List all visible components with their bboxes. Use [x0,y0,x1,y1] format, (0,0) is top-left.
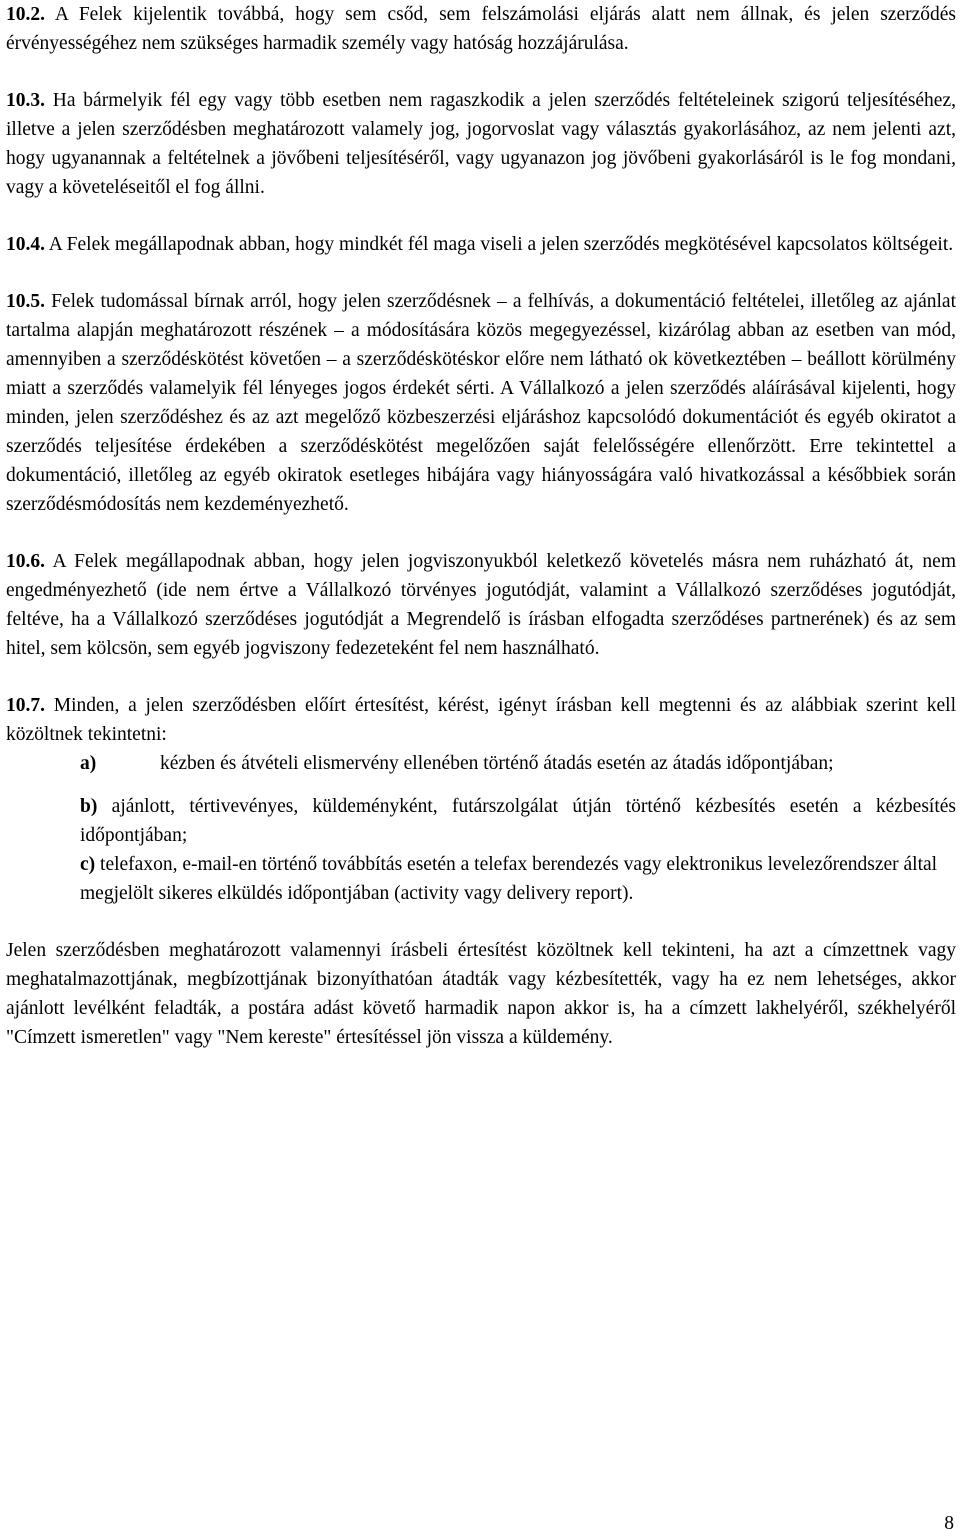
document-page [6,0,956,1052]
section-number: 10.7. [6,695,45,716]
section-10-6 [6,547,956,663]
section-text: A Felek kijelentik továbbá, hogy sem csőd, sem felszámolási eljárás alatt nem állnak, és jelen szerződés érvényességéhez nem szükséges harmadik személy vagy hatóság hozzájárulása. [6,4,956,54]
spacer [6,259,956,287]
section-number: 10.3. [6,90,45,111]
section-text: A Felek megállapodnak abban, hogy jelen jogviszonyukból keletkező követelés másra nem ruházható át, nem engedményezhető (ide nem értve a Vállalkozó törvényes jogutódját, valamint a Vállalkozó szerződéses jogutódját, feltéve, ha a Vállalkozó szerződéses jogutódját a Megrendelő is írásban elfogadta szerződéses partnerének) és az sem hitel, sem kölcsön, sem egyéb jogviszony fedezeteként fel nem használható. [6,551,956,659]
section-number: 10.4. [6,234,45,255]
section-text: Ha bármelyik fél egy vagy több esetben nem ragaszkodik a jelen szerződés feltételeinek szigorú teljesítéséhez, illetve a jelen szerződésben meghatározott valamely jog, jogorvoslat vagy választás gyakorlásához, az nem jelenti azt, hogy ugyanannak a feltételnek a jövőbeni teljesítéséről, vagy ugyanazon jog jövőbeni gyakorlásáról is le fog mondani, vagy a követeléseitől el fog állni. [6,90,956,198]
spacer [6,908,956,936]
section-10-7 [6,691,956,749]
section-10-4 [6,230,956,259]
section-10-5 [6,287,956,519]
list-item-label: a) [80,753,97,774]
list-item-c [80,850,956,908]
spacer [6,663,956,691]
list-item-label: c) [80,854,96,875]
list-item-a [80,749,956,778]
list-item-text: ajánlott, tértivevényes, küldeményként, futárszolgálat útján történő kézbesítés esetén a kézbesítés időpontjában; [80,796,956,846]
section-10-2 [6,0,956,58]
section-number: 10.6. [6,551,45,572]
section-text: Minden, a jelen szerződésben előírt értesítést, kérést, igényt írásban kell megtenni és az alábbiak szerint kell közöltnek tekintetni: [6,695,956,745]
spacer [6,202,956,230]
section-10-3 [6,86,956,202]
spacer [6,58,956,86]
spacer [6,519,956,547]
page-number: 8 [944,1513,954,1534]
list-item-text: telefaxon, e-mail-en történő továbbítás esetén a telefax berendezés vagy elektronikus levelezőrendszer által megjelölt sikeres elküldés időpontjában (activity vagy delivery report). [80,854,938,904]
section-number: 10.2. [6,4,45,25]
closing-paragraph: Jelen szerződésben meghatározott valamennyi írásbeli értesítést közöltnek kell tekinteni, ha azt a címzettnek vagy meghatalmazottjának, megbízottjának bizonyíthatóan átadták vagy kézbesítették, vagy ha ez nem lehetséges, akkor ajánlott levélként feladták, a postára adást követő harmadik napon akkor is, ha a címzett lakhelyéről, székhelyéről "Címzett ismeretlen" vagy "Nem kereste" értesítéssel jön vissza a küldemény. [6,940,956,1048]
section-number: 10.5. [6,291,45,312]
delivery-method-list [80,749,956,908]
spacer [80,778,956,792]
section-text: A Felek megállapodnak abban, hogy mindkét fél maga viseli a jelen szerződés megkötésével kapcsolatos költségeit. [45,234,954,255]
list-item-label: b) [80,796,98,817]
section-text: Felek tudomással bírnak arról, hogy jelen szerződésnek – a felhívás, a dokumentáció feltételei, illetőleg az ajánlat tartalma alapján meghatározott részének – a módosítására közös megegyezéssel, kizárólag abban az esetben van mód, amennyiben a szerződéskötést követően – a szerződéskötéskor előre nem látható ok következtében – beállott körülmény miatt a szerződés valamelyik fél lényeges jogos érdekét sérti. A Vállalkozó a jelen szerződés aláírásával kijelenti, hogy minden, jelen szerződéshez és az azt megelőző közbeszerzési eljáráshoz kapcsolódó dokumentációt és egyéb okiratot a szerződés teljesítése érdekében a szerződéskötést megelőzően saját felelősségére ellenőrzött. Erre tekintettel a dokumentáció, illetőleg az egyéb okiratok esetleges hibájára vagy hiányosságára való hivatkozással a későbbiek során szerződésmódosítás nem kezdeményezhető. [6,291,956,515]
list-item-text: kézben és átvételi elismervény ellenében történő átadás esetén az átadás időpontjában; [160,753,834,774]
list-item-b [80,792,956,850]
